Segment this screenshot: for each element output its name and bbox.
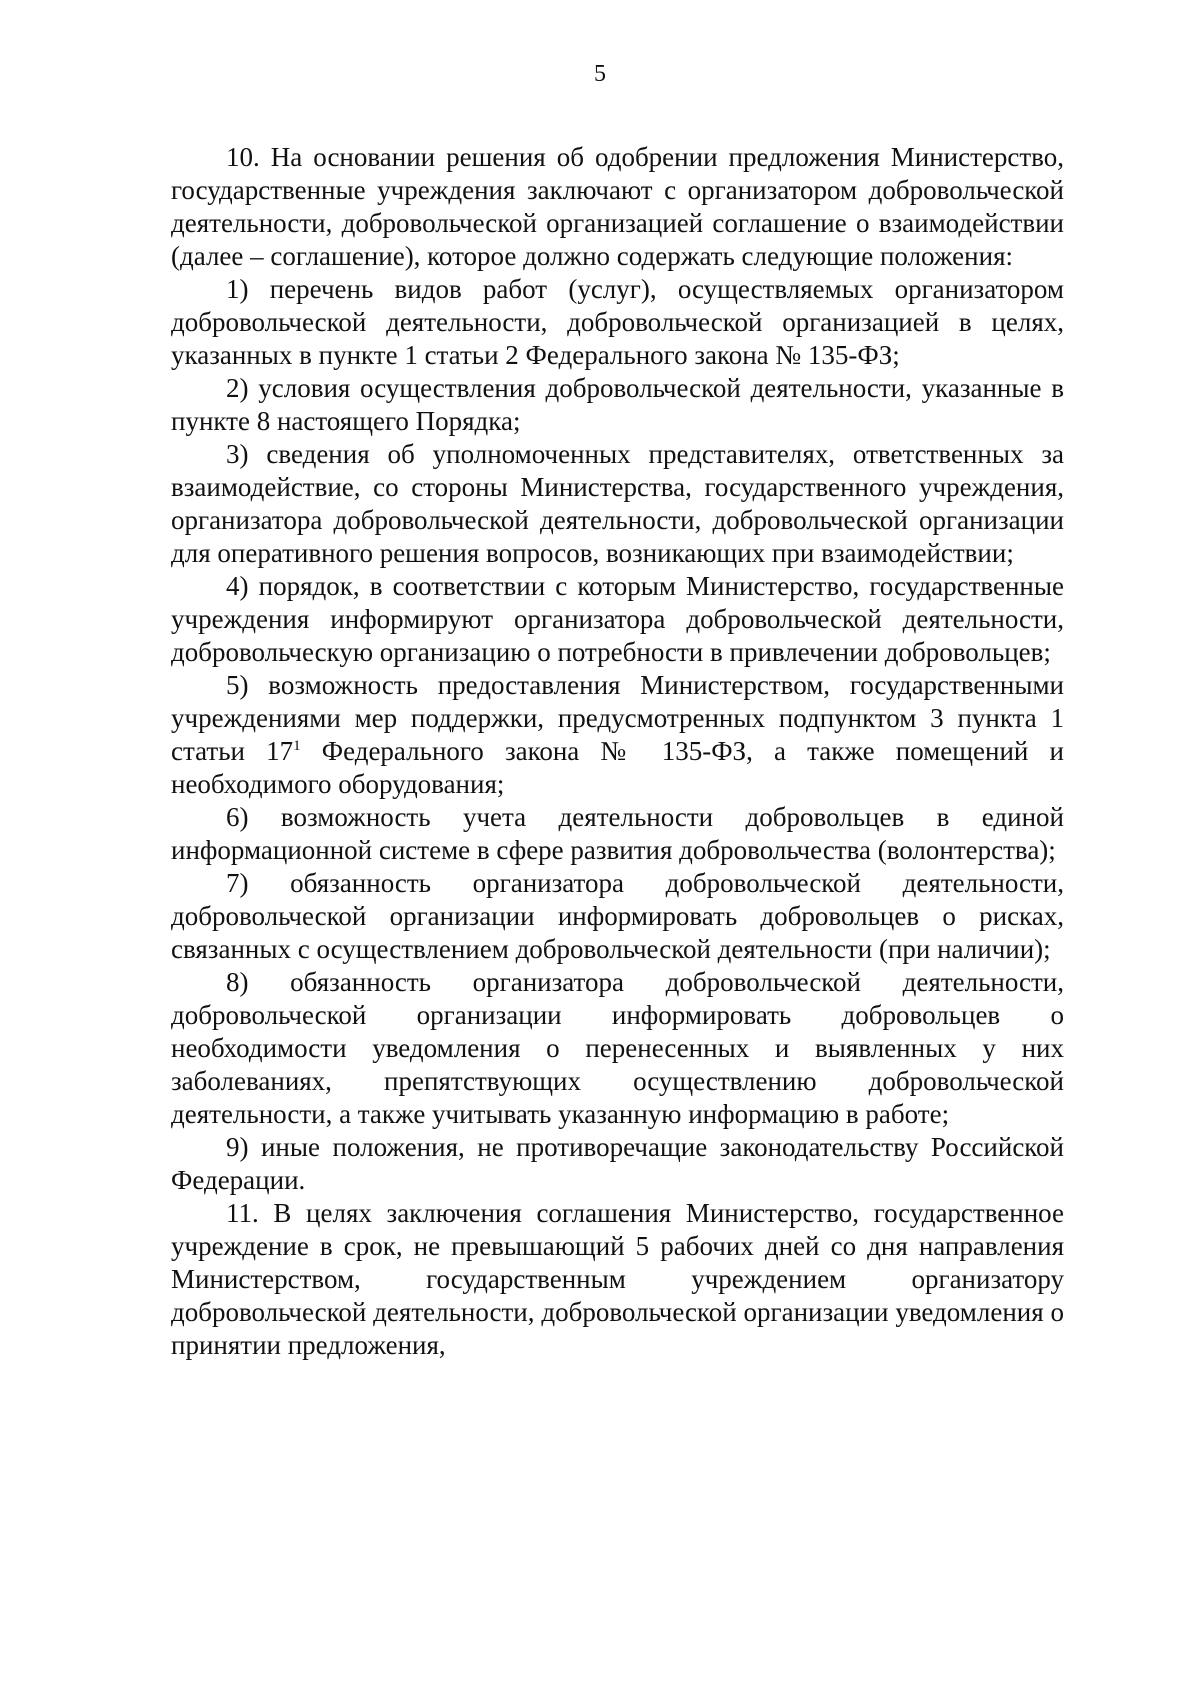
list-item-3: 3) сведения об уполномоченных представителях, ответственных за взаимодействие, со стороны Министерства, государственного учреждения, организатора добровольческой деятельности, добровольческой организации для оперативного решения вопросов, возникающих при взаимодействии; — [171, 439, 1064, 568]
list-item-5-text-before-footnote: 5) возможность предоставления Министерством, государственными учреждениями мер поддержки, предусмотренных подпунктом 3 пункта 1 статьи 17 — [171, 670, 1064, 766]
page-number: 5 — [594, 61, 606, 87]
paragraph-11: 11. В целях заключения соглашения Министерство, государственное учреждение в срок, не превышающий 5 рабочих дней со дня направления Министерством, государственным учреждением организатору добровольческой деятельности, добровольческой организации уведомления о принятии предложения, — [171, 1198, 1064, 1360]
list-item-2: 2) условия осуществления добровольческой деятельности, указанные в пункте 8 настоящего Порядка; — [171, 373, 1064, 436]
paragraph-10: 10. На основании решения об одобрении предложения Министерство, государственные учреждения заключают с организатором добровольческой деятельности, добровольческой организацией соглашение о взаимодействии (далее – соглашение), которое должно содержать следующие положения: — [171, 142, 1064, 271]
list-item-5 — [171, 669, 1064, 801]
list-item-8: 8) обязанность организатора добровольческой деятельности, добровольческой организации информировать добровольцев о необходимости уведомления о перенесенных и выявленных у них заболеваниях, препятствующих осуществлению добровольческой деятельности, а также учитывать указанную информацию в работе; — [171, 967, 1064, 1129]
list-item-1: 1) перечень видов работ (услуг), осуществляемых организатором добровольческой деятельности, добровольческой организацией в целях, указанных в пункте 1 статьи 2 Федерального закона № 135-ФЗ; — [171, 274, 1064, 370]
list-item-6: 6) возможность учета деятельности добровольцев в единой информационной системе в сфере развития добровольчества (волонтерства); — [171, 802, 1064, 865]
document-body — [171, 141, 1064, 1362]
list-item-5-text-after-footnote: Федерального закона № 135-ФЗ, а также помещений и необходимого оборудования; — [171, 736, 1064, 799]
list-item-4: 4) порядок, в соответствии с которым Министерство, государственные учреждения информируют организатора добровольческой деятельности, добровольческую организацию о потребности в привлечении добровольцев; — [171, 571, 1064, 667]
article-superscript: 1 — [293, 738, 301, 754]
list-item-7: 7) обязанность организатора добровольческой деятельности, добровольческой организации информировать добровольцев о рисках, связанных с осуществлением добровольческой деятельности (при наличии); — [171, 868, 1064, 964]
list-item-9: 9) иные положения, не противоречащие законодательству Российской Федерации. — [171, 1132, 1064, 1195]
